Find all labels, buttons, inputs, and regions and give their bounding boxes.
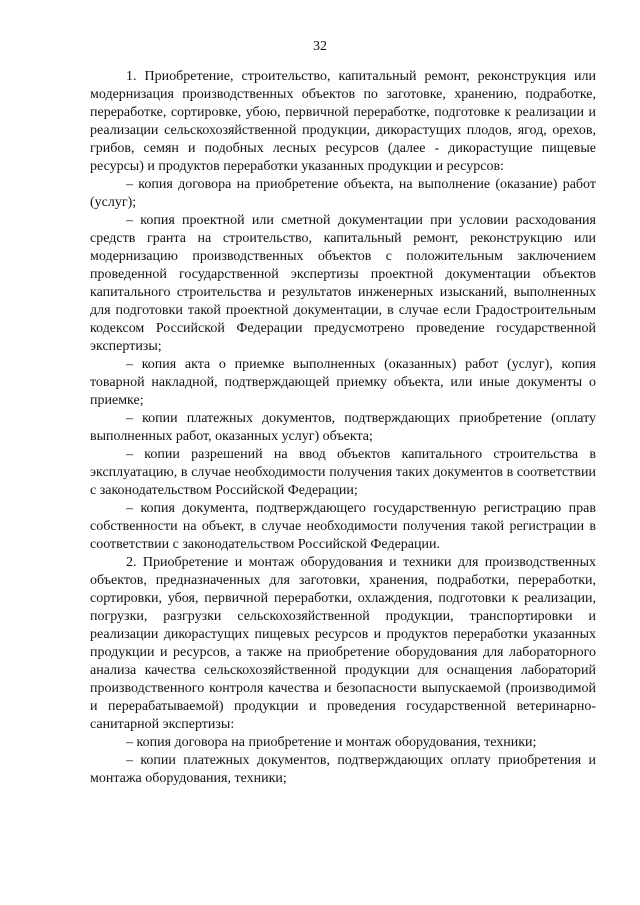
list-item-equipment-payment: – копии платежных документов, подтверждающих оплату приобретения и монтажа оборудования, техники; xyxy=(90,753,596,786)
paragraph-2-heading: 2. Приобретение и монтаж оборудования и техники для производственных объектов, предназначенных для заготовки, хранения, подработки, переработки, сортировки, убоя, первичной переработки, охлаждения, подготовки к реализации, погрузки, разгрузки сельскохозяйственной продукции, транспортировки и реализации дикорастущих пищевых ресурсов и продуктов переработки указанных продукции и ресурсов, а также на приобретение оборудования для лабораторного анализа качества сельскохозяйственной продукции для оснащения лабораторий производственного контроля качества и безопасности выпускаемой (производимой и перерабатываемой) продукции и проведения государственной ветеринарно-санитарной экспертизы: xyxy=(90,555,596,732)
paragraph-1-heading: 1. Приобретение, строительство, капитальный ремонт, реконструкция или модернизация производственных объектов по заготовке, хранению, подработке, переработке, сортировке, убою, первичной переработке, подготовке к реализации и реализации сельскохозяйственной продукции, дикорастущих плодов, ягод, орехов, грибов, семян и подобных лесных ресурсов (далее - дикорастущие пищевые ресурсы) и продуктов переработки указанных продукции и ресурсов: xyxy=(90,69,596,174)
list-item-commissioning-permits: – копии разрешений на ввод объектов капитального строительства в эксплуатацию, в случае необходимости получения таких документов в соответствии с законодательством Российской Федерации; xyxy=(90,447,596,498)
list-item-ownership-registration: – копия документа, подтверждающего государственную регистрацию прав собственности на объект, в случае необходимости получения такой регистрации в соответствии с законодательством Российской Федерации. xyxy=(90,501,596,552)
list-item-equipment-contract: – копия договора на приобретение и монтаж оборудования, техники; xyxy=(126,735,537,750)
document-body xyxy=(90,68,596,788)
list-item-contract-copy: – копия договора на приобретение объекта, на выполнение (оказание) работ (услуг); xyxy=(90,177,596,210)
list-item-payment-documents: – копии платежных документов, подтверждающих приобретение (оплату выполненных работ, оказанных услуг) объекта; xyxy=(90,411,596,444)
list-item-project-documentation: – копия проектной или сметной документации при условии расходования средств гранта на строительство, капитальный ремонт, реконструкцию или модернизацию производственных объектов с положительным заключением проведенной государственной экспертизы проектной документации объектов капитального строительства и результатов инженерных изысканий, выполненных для подготовки такой проектной документации, в случае если Градостроительным кодексом Российской Федерации предусмотрено проведение государственной экспертизы; xyxy=(90,213,596,354)
list-item-acceptance-act: – копия акта о приемке выполненных (оказанных) работ (услуг), копия товарной накладной, подтверждающей приемку объекта, или иные документы о приемке; xyxy=(90,357,596,408)
page-number: 32 xyxy=(313,39,327,54)
